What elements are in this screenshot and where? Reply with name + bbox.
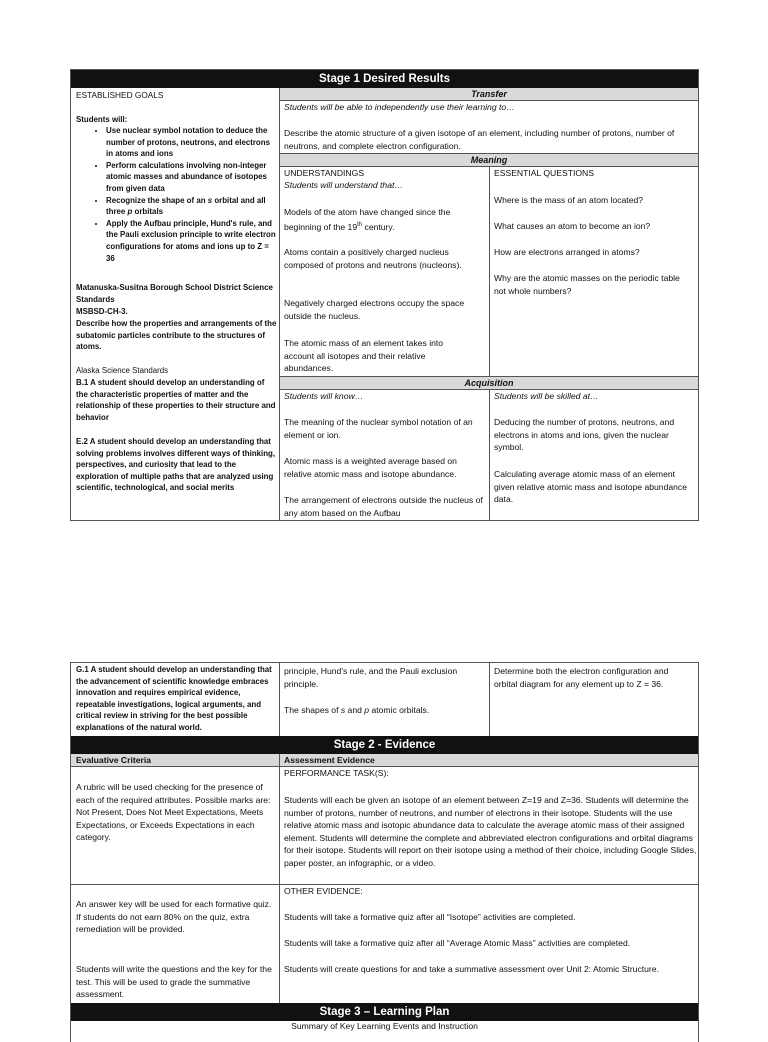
understandings-label: UNDERSTANDINGS bbox=[284, 168, 365, 178]
know-item: The meaning of the nuclear symbol notation of an element or ion. bbox=[284, 417, 473, 440]
goal-bullet-list bbox=[76, 125, 276, 264]
essential-question: Where is the mass of an atom located? bbox=[494, 195, 644, 205]
understanding-item: Negatively charged electrons occupy the space outside the nucleus. bbox=[284, 298, 465, 321]
know-item: Atomic mass is a weighted average based on relative atomic mass and isotope abundance. bbox=[284, 456, 457, 479]
essential-question: How are electrons arranged in atoms? bbox=[494, 247, 640, 257]
transfer-text: Describe the atomic structure of a given isotope of an element, including number of protons, number of neutrons, and complete electron configuration. bbox=[284, 128, 675, 151]
stage2-title: Stage 2 - Evidence bbox=[71, 736, 698, 754]
stage3-title: Stage 3 – Learning Plan bbox=[71, 1003, 698, 1021]
essential-question: Why are the atomic masses on the periodic table not whole numbers? bbox=[494, 273, 680, 296]
skilled-item: Deducing the number of protons, neutrons, and electrons in atoms and ions, given the nuclear symbol. bbox=[494, 417, 675, 453]
transfer-label: Transfer bbox=[280, 88, 698, 100]
know-continued: principle, Hund's rule, and the Pauli exclusion principle. bbox=[284, 666, 458, 689]
know-item: The shapes of s and p atomic orbitals. bbox=[284, 705, 430, 715]
know-intro: Students will know… bbox=[284, 391, 364, 401]
evaluative-criteria-label: Evaluative Criteria bbox=[76, 755, 151, 765]
answer-key-text: An answer key will be used for each formative quiz. If students do not earn 80% on the quiz, extra remediation will be provided. bbox=[76, 899, 272, 935]
assessment-evidence-label: Assessment Evidence bbox=[284, 755, 375, 765]
questions-key-text: Students will write the questions and the key for the test. This will be used to grade the summative assessment. bbox=[76, 964, 272, 1000]
goal-bullet: • Recognize the shape of an s orbital and all three p orbitals bbox=[106, 195, 276, 218]
acquisition-label: Acquisition bbox=[280, 377, 698, 389]
goal-bullet: • Use nuclear symbol notation to deduce the number of protons, neutrons, and electrons in atoms and ions bbox=[106, 125, 276, 160]
page2-table bbox=[70, 662, 699, 1042]
stage1-title: Stage 1 Desired Results bbox=[71, 70, 698, 88]
skilled-intro: Students will be skilled at… bbox=[494, 391, 599, 401]
district-text: Describe how the properties and arrangements of the subatomic particles contribute to the structures of atoms. bbox=[76, 319, 277, 352]
performance-task-label: PERFORMANCE TASK(S): bbox=[284, 768, 389, 778]
standard-g1: G.1 A student should develop an understanding that the advancement of scientific knowledge embraces innovation and requires empirical evidence, repeatable investigations, logical arguments, and critical review in striving for the best possible explanations of the natural world. bbox=[76, 665, 272, 732]
rubric-text: A rubric will be used checking for the presence of each of the required attributes. Possible marks are: Not Present, Does Not Meet Expectations, Meets Expectations, or Exceeds Expectations in each category. bbox=[76, 782, 271, 843]
transfer-intro: Students will be able to independently use their learning to… bbox=[284, 102, 515, 112]
goal-bullet: • Perform calculations involving non-integer atomic masses and abundance of isotopes from given data bbox=[106, 160, 276, 195]
students-will-label: Students will: bbox=[76, 115, 128, 124]
understanding-item: Atoms contain a positively charged nucleus composed of protons and neutrons (nucleons). bbox=[284, 247, 462, 270]
standard-b1: B.1 A student should develop an understanding of the characteristic properties of matter and the relationship of these properties to their structure and behavior bbox=[76, 378, 276, 422]
understandings-intro: Students will understand that… bbox=[284, 180, 403, 190]
goal-bullet: • Apply the Aufbau principle, Hund's rule, and the Pauli exclusion principle to write electron configurations for atoms and ions up to Z = 36 bbox=[106, 218, 276, 264]
know-item: The arrangement of electrons outside the nucleus of any atom based on the Aufbau bbox=[284, 495, 483, 518]
skilled-item: Determine both the electron configuration and orbital diagram for any element up to Z = 36. bbox=[494, 666, 669, 689]
other-evidence-item: Students will take a formative quiz after all “Isotope” activities are completed. bbox=[284, 912, 576, 922]
meaning-label: Meaning bbox=[280, 154, 698, 166]
essential-question: What causes an atom to become an ion? bbox=[494, 221, 651, 231]
district-code: MSBSD-CH-3. bbox=[76, 307, 128, 316]
standard-e2: E.2 A student should develop an understanding that solving problems involves different ways of thinking, perspectives, and curiosity that lead to the exploration of multiple paths that are analyzed using scientific, technological, and social merits bbox=[76, 437, 276, 493]
alaska-standards-title: Alaska Science Standards bbox=[76, 366, 169, 375]
established-goals-label: ESTABLISHED GOALS bbox=[76, 90, 164, 100]
other-evidence-item: Students will take a formative quiz after all “Average Atomic Mass” activities are completed. bbox=[284, 938, 631, 948]
understanding-item: Models of the atom have changed since the beginning of the 19th century. bbox=[284, 207, 451, 232]
stage1-table bbox=[70, 69, 699, 521]
performance-task-text: Students will each be given an isotope of an element between Z=19 and Z=36. Students will determine the number of protons, number of neutrons, and number of electrons in their isotope. Students will the use relative atomic mass and isotopic abundance data to calculate the average atomic mass of their assigned element. Students will determine the complete and abbreviated electron configurations and orbital diagrams for their isotope. Students will report on their isotope using a method of their choice, including Google Slides, paper poster, an infographic, or a video. bbox=[284, 795, 697, 868]
district-standards-title: Matanuska-Susitna Borough School District Science Standards bbox=[76, 283, 273, 304]
understanding-item: The atomic mass of an element takes into account all isotopes and their relative abundances. bbox=[284, 338, 444, 374]
essential-questions-label: ESSENTIAL QUESTIONS bbox=[494, 168, 594, 178]
other-evidence-label: OTHER EVIDENCE: bbox=[284, 886, 363, 896]
skilled-item: Calculating average atomic mass of an element given relative atomic mass and isotope abundance data. bbox=[494, 469, 687, 505]
learning-summary-label: Summary of Key Learning Events and Instruction bbox=[291, 1021, 478, 1031]
other-evidence-item: Students will create questions for and take a summative assessment over Unit 2: Atomic Structure. bbox=[284, 964, 659, 974]
